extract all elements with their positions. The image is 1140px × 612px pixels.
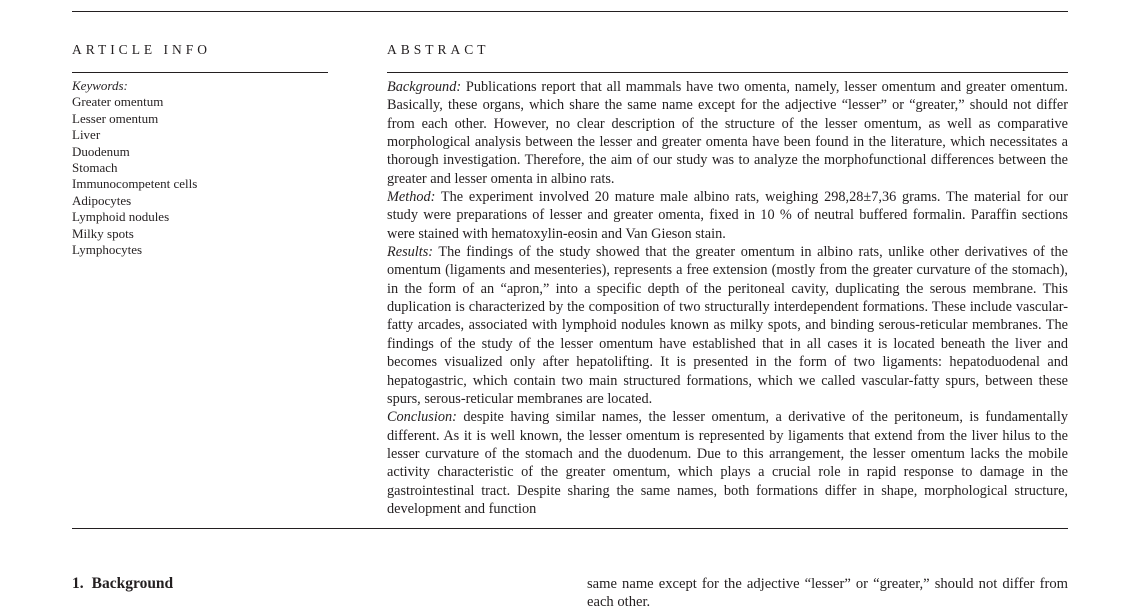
abstract-method-label: Method: (387, 189, 436, 206)
abstract-background (387, 78, 1068, 188)
keyword-item: Lesser omentum (72, 110, 159, 126)
article-info-heading: ARTICLE INFO (72, 42, 212, 57)
keyword-item: Adipocytes (72, 192, 132, 208)
bottom-rule (72, 528, 1068, 529)
top-rule (72, 11, 1068, 12)
abstract-results-label: Results: (387, 244, 434, 261)
abstract-results (387, 243, 1068, 408)
body-paragraph: same name except for the adjective “lesser” or “greater,” should not differ from each other. (587, 576, 1068, 611)
keyword-item: Duodenum (72, 143, 130, 159)
abstract-conclusion-text: despite having similar names, the lesser omentum, a derivative of the peritoneum, is fundamentally different. As it is well known, the lesser omentum is represented by ligaments that extend from the liver hilus to the lesser curvature of the stomach and the duodenum. Due to this arrangement, the lesser omentum lacks the mobile activity characteristic of the greater omentum, which plays a crucial role in rapid response to damage in the gastrointestinal tract. Despite sharing the same names, both formations differ in shape, morphological structure, development and function (387, 409, 1068, 517)
abstract-background-text: Publications report that all mammals have two omenta, namely, lesser omentum and greater omentum. Basically, these organs, which share the same name except for the adjective “lesser” or “greater,” should not differ from each other. However, no clear description of the structure of the lesser omentum, as well as comparative morphological analysis between the lesser and greater omenta have been found in the literature, which necessitates a thorough investigation. Therefore, the aim of our study was to analyze the morphofunctional differences between the greater and lesser omenta in albino rats. (387, 79, 1068, 187)
body-right-column (587, 575, 1068, 612)
keyword-item: Lymphocytes (72, 242, 143, 258)
abstract-results-text: The findings of the study showed that the greater omentum in albino rats, unlike other derivatives of the omentum (ligaments and mesenteries), represents a free extension (mostly from the greater curvature of the stomach), in the form of an “apron,” into a specific depth of the peritoneal cavity, duplicating the serous membrane. This duplication is characterized by the composition of two structurally interdependent formations. These include vascular-fatty arcades, associated with lymphoid nodules known as milky spots, and binding serous-reticular membranes. The findings of the study of the lesser omentum have established that in all cases it is located beneath the liver and becomes visualized only after hepatolifting. It is presented in the form of two ligaments: hepatoduodenal and hepatogastric, which contain two main structured formations, which we called vascular-fatty spurs, between these spurs, serous-reticular membranes are located. (387, 244, 1068, 407)
abstract-conclusion-label: Conclusion: (387, 409, 457, 426)
keyword-item: Greater omentum (72, 94, 164, 110)
keyword-item: Liver (72, 127, 101, 143)
section-title: Background (91, 575, 174, 592)
keywords-label: Keywords: (72, 78, 128, 93)
section-heading-background (72, 575, 173, 593)
section-number: 1. (72, 575, 84, 592)
abstract-rule (387, 72, 1068, 73)
abstract-method-text: The experiment involved 20 mature male albino rats, weighing 298,28±7,36 grams. The material for our study were preparations of lesser and greater omenta, fixed in 10 % of neutral buffered formalin. Paraffin sections were stained with hematoxylin-eosin and Van Gieson stain. (387, 189, 1068, 242)
article-info-rule (72, 72, 328, 73)
keywords-block (72, 78, 328, 258)
abstract-method (387, 188, 1068, 243)
keyword-item: Stomach (72, 160, 118, 176)
abstract-body (387, 78, 1068, 518)
keyword-item: Lymphoid nodules (72, 209, 170, 225)
keyword-item: Immunocompetent cells (72, 176, 198, 192)
abstract-conclusion (387, 408, 1068, 518)
abstract-background-label: Background: (387, 79, 462, 95)
abstract-heading: ABSTRACT (387, 42, 490, 57)
keyword-item: Milky spots (72, 225, 134, 241)
